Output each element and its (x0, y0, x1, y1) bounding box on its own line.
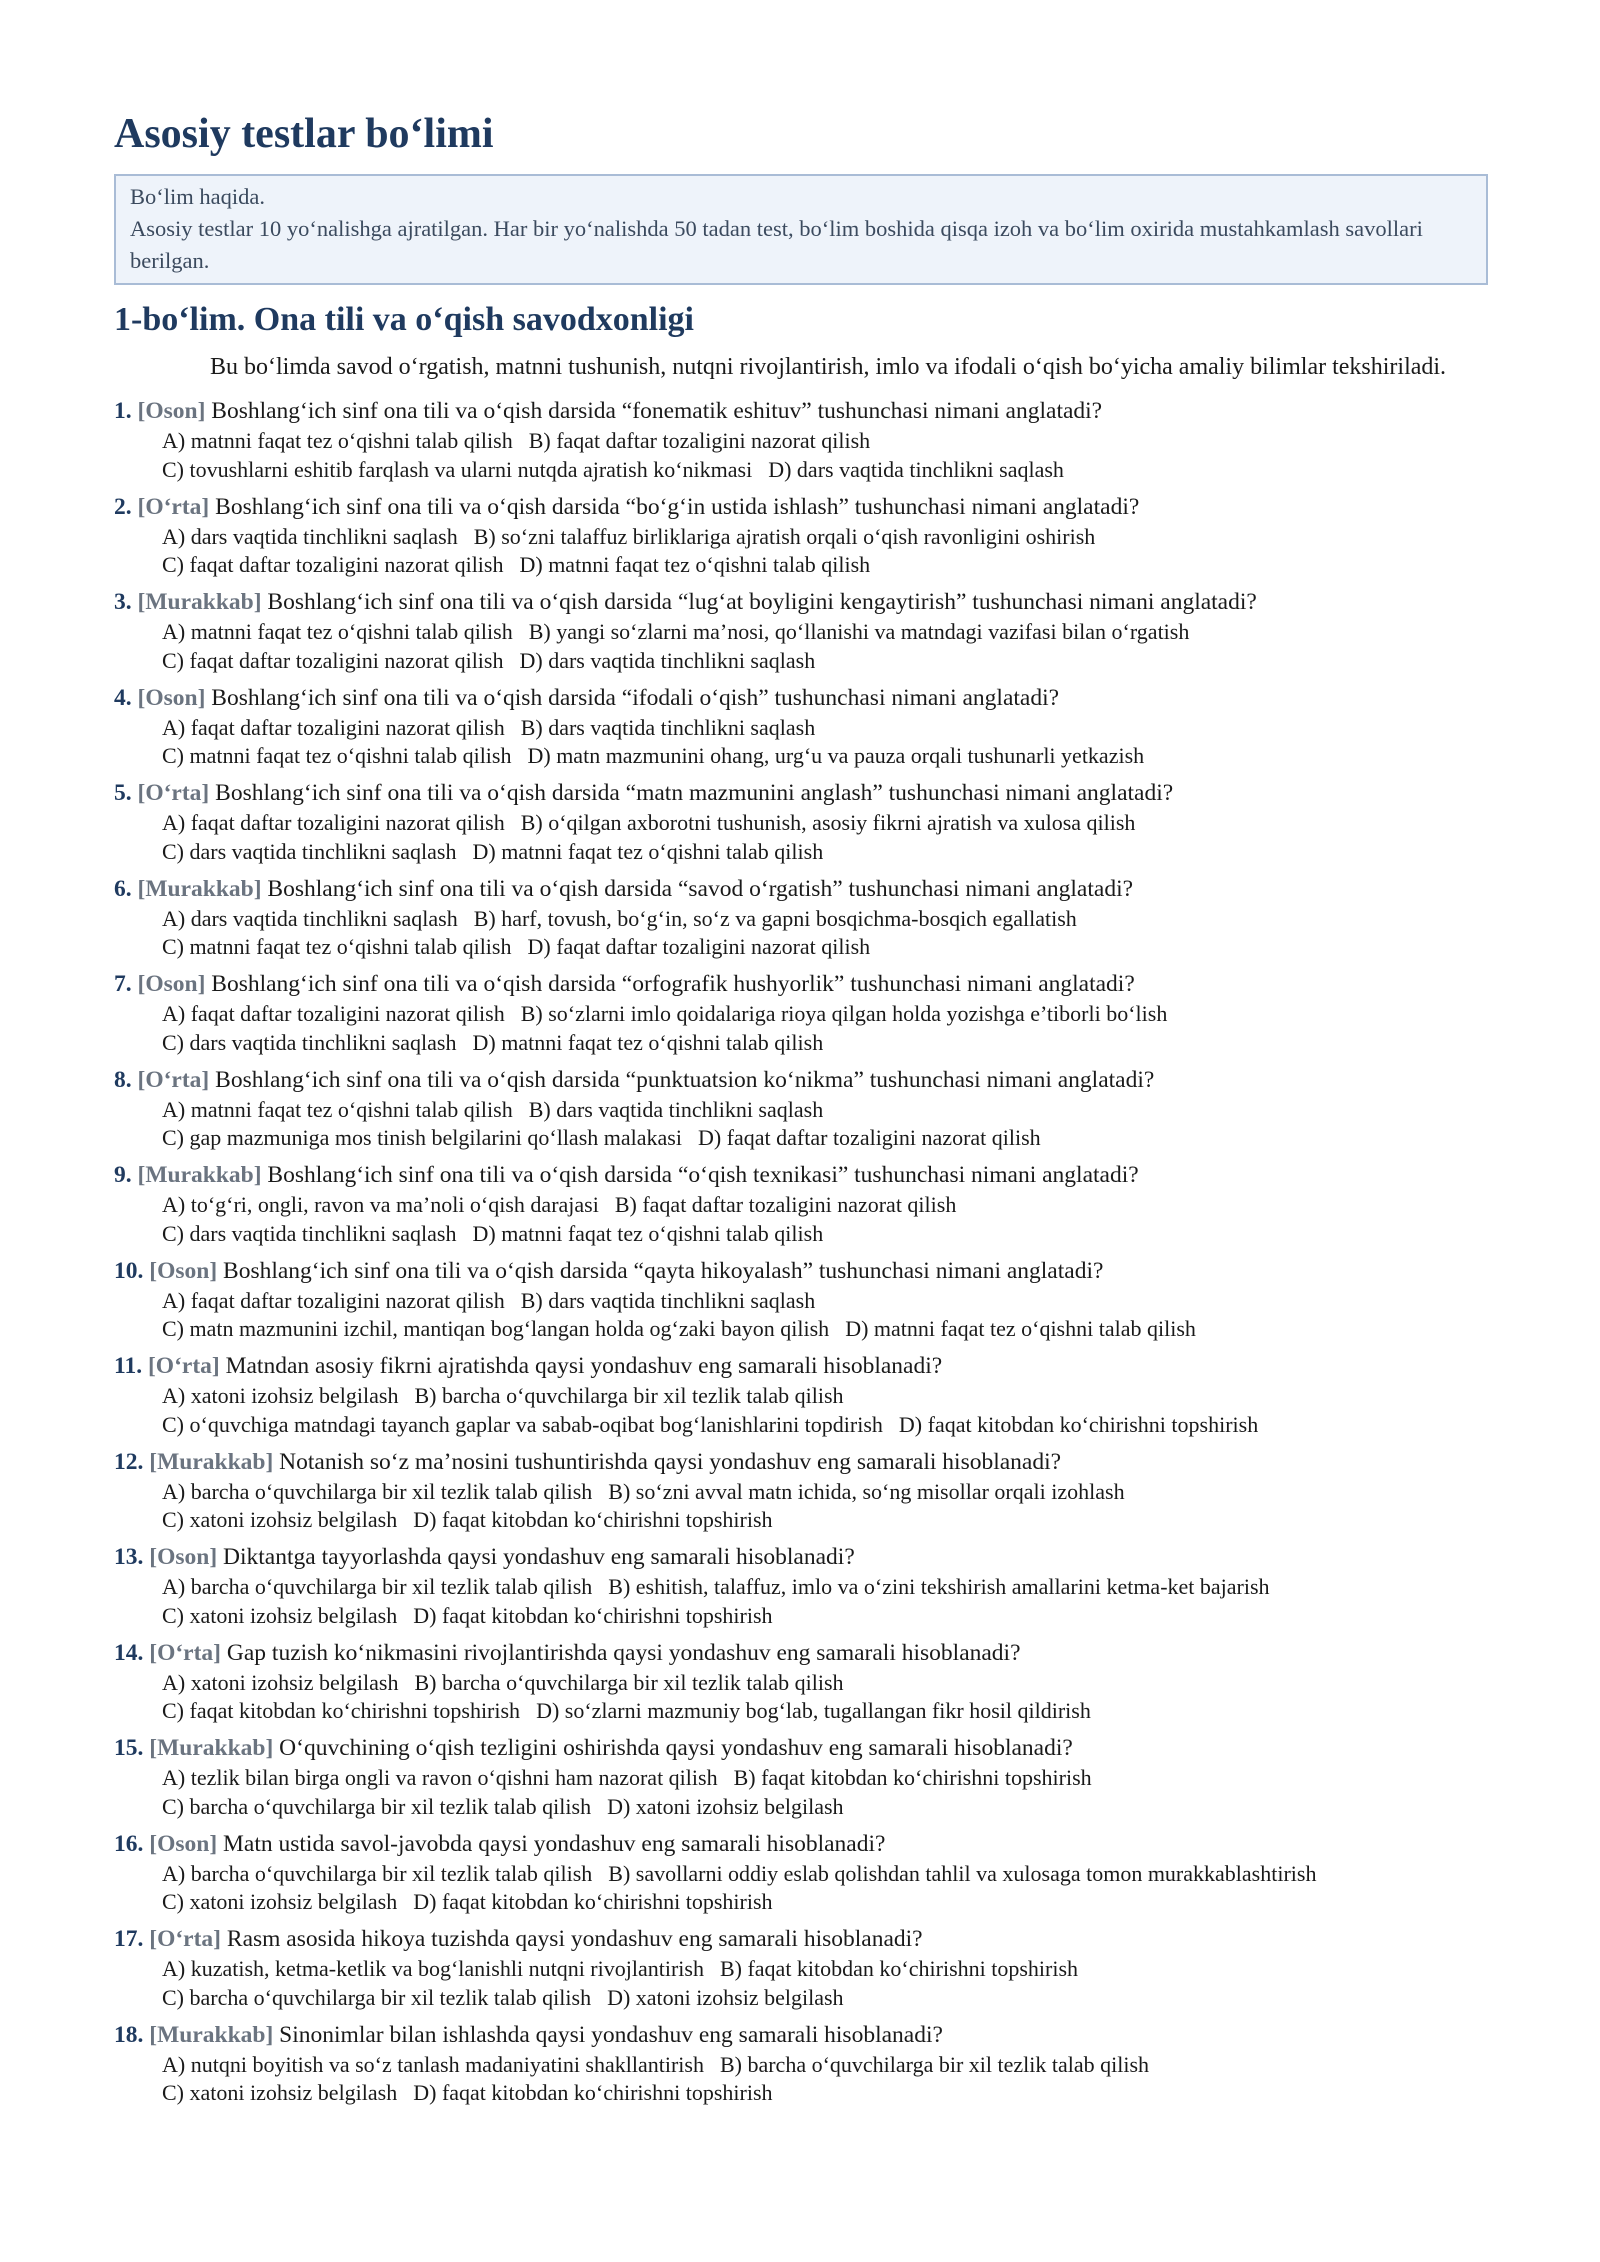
question-number: 4. (114, 684, 132, 711)
question-text-line (114, 1732, 1488, 1764)
answer-options-row (114, 1888, 1488, 1917)
answer-option: D) faqat daftar tozaligini nazorat qilish (697, 1125, 1041, 1150)
answer-options-row (114, 2079, 1488, 2108)
difficulty-label: [Murakkab] (149, 1735, 274, 1761)
answer-options-row (114, 933, 1488, 962)
answer-option: A) to‘g‘ri, ongli, ravon va ma’noli o‘qish darajasi (162, 1192, 599, 1217)
answer-option: C) tovushlarni eshitib farqlash va ularni nutqda ajratish ko‘nikmasi (162, 456, 753, 482)
answer-option: B) barcha o‘quvchilarga bir xil tezlik talab qilish (719, 2051, 1150, 2077)
answer-options-row (114, 1764, 1488, 1793)
question-text-line (114, 1828, 1488, 1860)
answer-option: A) tezlik bilan birga ongli va ravon o‘qishni ham nazorat qilish (162, 1765, 718, 1790)
answer-options-row (114, 1573, 1488, 1602)
answer-option: A) xatoni izohsiz belgilash (162, 1383, 399, 1408)
answer-option: B) barcha o‘quvchilarga bir xil tezlik talab qilish (414, 1669, 844, 1695)
answer-options-row (114, 2051, 1488, 2080)
difficulty-label: [Oson] (149, 1830, 218, 1857)
question-item (114, 968, 1488, 1057)
answer-options-row (114, 618, 1488, 647)
difficulty-label: [Oson] (137, 971, 206, 997)
question-item (114, 586, 1488, 675)
question-text: Boshlang‘ich sinf ona tili va o‘qish darsida “qayta hikoyalash” tushunchasi nimani anglatadi? (223, 1257, 1104, 1284)
answer-option: D) so‘zlarni mazmuniy bog‘lab, tugallangan fikr hosil qildirish (536, 1698, 1091, 1723)
answer-option: C) faqat daftar tozaligini nazorat qilish (162, 552, 504, 577)
answer-options-row (114, 1669, 1488, 1698)
answer-option: A) barcha o‘quvchilarga bir xil tezlik talab qilish (162, 1574, 593, 1599)
difficulty-label: [O‘rta] (137, 780, 210, 806)
question-number: 9. (114, 1162, 132, 1188)
question-item (114, 1159, 1488, 1248)
question-text-line (114, 491, 1488, 523)
answer-option: C) matn mazmunini izchil, mantiqan bog‘langan holda og‘zaki bayon qilish (162, 1316, 830, 1341)
answer-options-row (114, 1315, 1488, 1344)
answer-option: A) faqat daftar tozaligini nazorat qilish (162, 1287, 505, 1313)
question-text: O‘quvchining o‘qish tezligini oshirishda qaysi yondashuv eng samarali hisoblanadi? (279, 1735, 1073, 1761)
question-number: 3. (114, 589, 132, 615)
question-text-line (114, 1541, 1488, 1573)
answer-option: A) matnni faqat tez o‘qishni talab qilish (162, 428, 513, 453)
question-item (114, 1064, 1488, 1153)
answer-option: C) matnni faqat tez o‘qishni talab qilish (162, 743, 512, 768)
answer-options-row (114, 1793, 1488, 1822)
answer-option: C) faqat daftar tozaligini nazorat qilish (162, 647, 504, 673)
answer-options-row (114, 742, 1488, 771)
question-number: 2. (114, 493, 132, 520)
answer-options-row (114, 456, 1488, 485)
answer-options-row (114, 905, 1488, 934)
answer-option: B) yangi so‘zlarni ma’nosi, qo‘llanishi va matndagi vazifasi bilan o‘rgatish (528, 619, 1190, 644)
difficulty-label: [O‘rta] (149, 1926, 222, 1952)
answer-option: D) faqat kitobdan ko‘chirishni topshirish (898, 1411, 1259, 1437)
difficulty-label: [O‘rta] (137, 493, 210, 520)
answer-option: B) faqat daftar tozaligini nazorat qilish (614, 1192, 957, 1217)
answer-options-row (114, 1506, 1488, 1535)
difficulty-label: [Oson] (149, 1257, 218, 1284)
answer-option: D) xatoni izohsiz belgilash (607, 1984, 844, 2010)
answer-option: D) faqat kitobdan ko‘chirishni topshirish (413, 1602, 773, 1628)
question-number: 17. (114, 1926, 144, 1952)
difficulty-label: [O‘rta] (149, 1639, 222, 1666)
answer-options-row (114, 809, 1488, 838)
question-text: Boshlang‘ich sinf ona tili va o‘qish darsida “orfografik hushyorlik” tushunchasi nimani anglatadi? (211, 971, 1135, 997)
question-item (114, 682, 1488, 771)
answer-options-row (114, 1382, 1488, 1411)
difficulty-label: [Oson] (137, 684, 206, 711)
question-text-line (114, 968, 1488, 1000)
difficulty-label: [Murakkab] (149, 2021, 274, 2048)
question-text: Boshlang‘ich sinf ona tili va o‘qish darsida “punktuatsion ko‘nikma” tushunchasi nimani anglatadi? (215, 1066, 1155, 1093)
answer-options-row (114, 551, 1488, 580)
question-text: Gap tuzish ko‘nikmasini rivojlantirishda qaysi yondashuv eng samarali hisoblanadi? (226, 1639, 1021, 1666)
answer-option: B) so‘zni talaffuz birliklariga ajratish orqali o‘qish ravonligini oshirish (473, 523, 1096, 549)
question-text-line (114, 395, 1488, 427)
answer-options-row (114, 427, 1488, 456)
question-text: Diktantga tayyorlashda qaysi yondashuv eng samarali hisoblanadi? (223, 1544, 855, 1570)
question-text: Boshlang‘ich sinf ona tili va o‘qish darsida “savod o‘rgatish” tushunchasi nimani anglatadi? (267, 875, 1134, 902)
difficulty-label: [Murakkab] (137, 875, 262, 902)
answer-option: A) dars vaqtida tinchlikni saqlash (162, 523, 458, 549)
answer-options-row (114, 1029, 1488, 1058)
answer-option: B) faqat daftar tozaligini nazorat qilish (528, 428, 871, 453)
answer-option: D) dars vaqtida tinchlikni saqlash (768, 456, 1064, 482)
question-number: 12. (114, 1448, 144, 1475)
question-item (114, 1350, 1488, 1439)
answer-options-row (114, 523, 1488, 552)
answer-option: A) barcha o‘quvchilarga bir xil tezlik talab qilish (162, 1478, 593, 1504)
answer-option: C) xatoni izohsiz belgilash (162, 1602, 398, 1628)
question-item (114, 491, 1488, 580)
answer-option: C) matnni faqat tez o‘qishni talab qilish (162, 934, 512, 959)
answer-options-row (114, 1602, 1488, 1631)
section-title: 1-bo‘lim. Ona tili va o‘qish savodxonligi (114, 301, 694, 338)
answer-option: A) xatoni izohsiz belgilash (162, 1669, 399, 1695)
question-number: 11. (114, 1353, 143, 1379)
answer-option: D) faqat kitobdan ko‘chirishni topshirish (413, 1507, 773, 1532)
question-number: 15. (114, 1735, 144, 1761)
answer-option: D) matnni faqat tez o‘qishni talab qilish (472, 1029, 824, 1055)
question-text-line (114, 1350, 1488, 1382)
answer-options-row (114, 1191, 1488, 1220)
answer-option: B) barcha o‘quvchilarga bir xil tezlik talab qilish (414, 1383, 844, 1408)
question-number: 14. (114, 1639, 144, 1666)
answer-options-row (114, 1287, 1488, 1316)
section-intro: Bu bo‘limda savod o‘rgatish, matnni tushunish, nutqni rivojlantirish, imlo va ifodali o‘qish bo‘yicha amaliy bilimlar tekshiriladi. (210, 354, 1447, 380)
answer-option: B) savollarni oddiy eslab qolishdan tahlil va xulosaga tomon murakkablashtirish (608, 1860, 1317, 1886)
question-item (114, 1541, 1488, 1630)
question-number: 13. (114, 1544, 144, 1570)
difficulty-label: [Oson] (137, 398, 206, 424)
answer-option: D) faqat kitobdan ko‘chirishni topshirish (413, 1889, 773, 1914)
difficulty-label: [Murakkab] (137, 1162, 262, 1188)
info-box (114, 174, 1488, 285)
answer-options-row (114, 1955, 1488, 1984)
question-text-line (114, 873, 1488, 905)
answer-options-row (114, 1478, 1488, 1507)
answer-option: C) dars vaqtida tinchlikni saqlash (162, 1029, 457, 1055)
question-text-line (114, 586, 1488, 618)
question-text-line (114, 1255, 1488, 1287)
answer-option: C) gap mazmuniga mos tinish belgilarini qo‘llash malakasi (162, 1125, 682, 1150)
question-item (114, 873, 1488, 962)
question-item (114, 1828, 1488, 1917)
question-number: 6. (114, 875, 132, 902)
answer-options-row (114, 838, 1488, 867)
answer-options-row (114, 1096, 1488, 1125)
answer-options-row (114, 1984, 1488, 2013)
question-number: 16. (114, 1830, 144, 1857)
question-number: 5. (114, 780, 132, 806)
answer-option: A) matnni faqat tez o‘qishni talab qilish (162, 1096, 513, 1122)
page-title: Asosiy testlar bo‘limi (114, 111, 494, 157)
answer-option: A) nutqni boyitish va so‘z tanlash madaniyatini shakllantirish (162, 2051, 704, 2077)
answer-option: C) dars vaqtida tinchlikni saqlash (162, 1220, 457, 1246)
question-text: Sinonimlar bilan ishlashda qaysi yondashuv eng samarali hisoblanadi? (279, 2021, 943, 2048)
question-item (114, 1446, 1488, 1535)
question-text-line (114, 682, 1488, 714)
answer-option: D) matnni faqat tez o‘qishni talab qilish (519, 552, 871, 577)
question-text: Matndan asosiy fikrni ajratishda qaysi yondashuv eng samarali hisoblanadi? (225, 1353, 943, 1379)
question-text-line (114, 1923, 1488, 1955)
question-text: Boshlang‘ich sinf ona tili va o‘qish darsida “o‘qish texnikasi” tushunchasi nimani anglatadi? (267, 1162, 1139, 1188)
info-text: Asosiy testlar 10 yo‘nalishga ajratilgan. Har bir yo‘nalishda 50 tadan test, bo‘lim boshida qisqa izoh va bo‘lim oxirida mustahkamlash savollari berilgan. (130, 216, 1423, 273)
answer-option: B) o‘qilgan axborotni tushunish, asosiy fikrni ajratish va xulosa qilish (520, 810, 1136, 835)
answer-option: B) dars vaqtida tinchlikni saqlash (528, 1096, 824, 1122)
answer-option: B) harf, tovush, bo‘g‘in, so‘z va gapni bosqichma-bosqich egallatish (473, 905, 1077, 931)
question-item (114, 1923, 1488, 2012)
answer-option: D) matn mazmunini ohang, urg‘u va pauza orqali tushunarli yetkazish (527, 743, 1145, 768)
question-number: 10. (114, 1257, 144, 1284)
question-list (114, 395, 1488, 2108)
difficulty-label: [Oson] (149, 1544, 218, 1570)
answer-option: D) matnni faqat tez o‘qishni talab qilish (472, 838, 824, 864)
answer-option: A) kuzatish, ketma-ketlik va bog‘lanishli nutqni rivojlantirish (162, 1956, 704, 1981)
question-text-line (114, 2019, 1488, 2051)
answer-option: C) xatoni izohsiz belgilash (162, 2080, 398, 2105)
answer-options-row (114, 1860, 1488, 1889)
question-text: Boshlang‘ich sinf ona tili va o‘qish darsida “fonematik eshituv” tushunchasi nimani anglatadi? (211, 398, 1103, 424)
answer-option: A) matnni faqat tez o‘qishni talab qilish (162, 619, 513, 644)
question-number: 7. (114, 971, 132, 997)
question-text: Notanish so‘z ma’nosini tushuntirishda qaysi yondashuv eng samarali hisoblanadi? (279, 1448, 1062, 1475)
answer-options-row (114, 647, 1488, 676)
answer-options-row (114, 1411, 1488, 1440)
question-number: 1. (114, 398, 132, 424)
question-text-line (114, 1637, 1488, 1669)
answer-option: C) xatoni izohsiz belgilash (162, 1507, 398, 1532)
question-text: Rasm asosida hikoya tuzishda qaysi yondashuv eng samarali hisoblanadi? (226, 1926, 923, 1952)
question-item (114, 2019, 1488, 2108)
answer-options-row (114, 1697, 1488, 1726)
question-text: Matn ustida savol-javobda qaysi yondashuv eng samarali hisoblanadi? (223, 1830, 886, 1857)
answer-option: B) dars vaqtida tinchlikni saqlash (520, 1287, 816, 1313)
answer-option: A) faqat daftar tozaligini nazorat qilish (162, 1001, 505, 1026)
question-text-line (114, 1159, 1488, 1191)
answer-option: D) matnni faqat tez o‘qishni talab qilish (472, 1220, 824, 1246)
question-item (114, 1637, 1488, 1726)
answer-option: D) matnni faqat tez o‘qishni talab qilish (845, 1316, 1196, 1341)
answer-option: A) barcha o‘quvchilarga bir xil tezlik talab qilish (162, 1860, 593, 1886)
answer-options-row (114, 1000, 1488, 1029)
question-text-line (114, 1064, 1488, 1096)
answer-option: A) faqat daftar tozaligini nazorat qilish (162, 714, 505, 740)
difficulty-label: [Murakkab] (149, 1448, 274, 1475)
question-text: Boshlang‘ich sinf ona tili va o‘qish darsida “bo‘g‘in ustida ishlash” tushunchasi nimani anglatadi? (215, 493, 1140, 520)
answer-option: D) dars vaqtida tinchlikni saqlash (519, 647, 816, 673)
difficulty-label: [Murakkab] (137, 589, 262, 615)
answer-option: C) o‘quvchiga matndagi tayanch gaplar va sabab-oqibat bog‘lanishlarini topdirish (162, 1411, 883, 1437)
question-item (114, 1732, 1488, 1821)
answer-options-row (114, 1124, 1488, 1153)
difficulty-label: [O‘rta] (147, 1353, 220, 1379)
answer-option: B) so‘zni avval matn ichida, so‘ng misollar orqali izohlash (608, 1478, 1125, 1504)
answer-options-row (114, 714, 1488, 743)
question-number: 8. (114, 1066, 132, 1093)
question-text: Boshlang‘ich sinf ona tili va o‘qish darsida “matn mazmunini anglash” tushunchasi nimani anglatadi? (215, 780, 1174, 806)
difficulty-label: [O‘rta] (137, 1066, 210, 1093)
answer-option: B) faqat kitobdan ko‘chirishni topshirish (733, 1765, 1092, 1790)
question-item (114, 1255, 1488, 1344)
answer-options-row (114, 1220, 1488, 1249)
question-item (114, 777, 1488, 866)
question-text: Boshlang‘ich sinf ona tili va o‘qish darsida “ifodali o‘qish” tushunchasi nimani anglatadi? (211, 684, 1060, 711)
answer-option: C) xatoni izohsiz belgilash (162, 1889, 398, 1914)
question-text-line (114, 777, 1488, 809)
answer-option: B) faqat kitobdan ko‘chirishni topshirish (719, 1956, 1079, 1981)
answer-option: D) xatoni izohsiz belgilash (607, 1793, 844, 1819)
answer-option: B) so‘zlarni imlo qoidalariga rioya qilgan holda yozishga e’tiborli bo‘lish (520, 1001, 1168, 1026)
question-text: Boshlang‘ich sinf ona tili va o‘qish darsida “lug‘at boyligini kengaytirish” tushunchasi nimani anglatadi? (267, 589, 1257, 615)
answer-option: C) dars vaqtida tinchlikni saqlash (162, 838, 457, 864)
info-heading: Bo‘lim haqida. (130, 184, 265, 209)
answer-option: B) dars vaqtida tinchlikni saqlash (520, 714, 816, 740)
answer-option: C) faqat kitobdan ko‘chirishni topshirish (162, 1698, 521, 1723)
answer-option: A) faqat daftar tozaligini nazorat qilish (162, 810, 505, 835)
answer-option: C) barcha o‘quvchilarga bir xil tezlik talab qilish (162, 1984, 592, 2010)
answer-option: D) faqat daftar tozaligini nazorat qilish (527, 934, 871, 959)
question-item (114, 395, 1488, 484)
answer-option: A) dars vaqtida tinchlikni saqlash (162, 905, 458, 931)
answer-option: C) barcha o‘quvchilarga bir xil tezlik talab qilish (162, 1793, 592, 1819)
question-number: 18. (114, 2021, 144, 2048)
answer-option: D) faqat kitobdan ko‘chirishni topshirish (413, 2080, 773, 2105)
question-text-line (114, 1446, 1488, 1478)
answer-option: B) eshitish, talaffuz, imlo va o‘zini tekshirish amallarini ketma-ket bajarish (608, 1574, 1270, 1599)
